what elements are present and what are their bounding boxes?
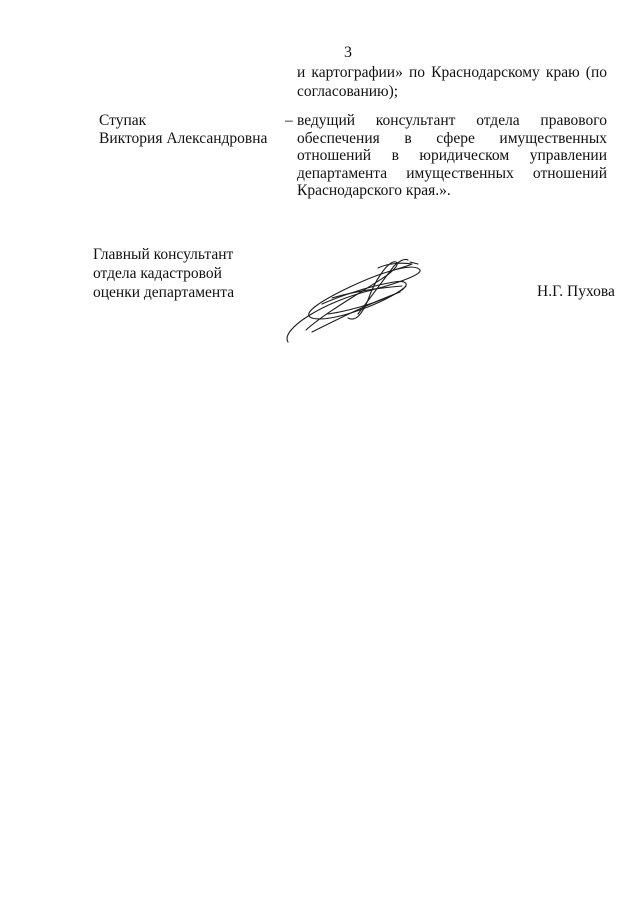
member-name bbox=[99, 112, 267, 147]
position-line: обеспечения в сфере имущественных bbox=[297, 129, 607, 147]
page-number: 3 bbox=[344, 44, 352, 61]
position-line: ведущий консультант отдела правового bbox=[297, 112, 607, 129]
member-position bbox=[297, 112, 607, 200]
continuation-text bbox=[297, 63, 607, 101]
signer-title-line: оценки департамента bbox=[93, 284, 235, 301]
continuation-line: и картографии» по Краснодарскому краю (по bbox=[297, 64, 607, 81]
signer-title bbox=[93, 245, 234, 302]
signer-title-line: Главный консультант bbox=[93, 246, 234, 263]
continuation-line: согласованию); bbox=[297, 83, 399, 100]
member-dash: – bbox=[285, 112, 293, 129]
handwritten-signature bbox=[282, 252, 432, 348]
signer-name: Н.Г. Пухова bbox=[537, 283, 615, 300]
position-line: Краснодарского края.». bbox=[297, 182, 451, 199]
member-given-names: Виктория Александровна bbox=[99, 129, 268, 147]
signer-title-line: отдела кадастровой bbox=[93, 265, 222, 282]
member-surname: Ступак bbox=[99, 112, 147, 129]
position-line: отношений в юридическом управлении bbox=[297, 147, 607, 164]
position-line: департамента имущественных отношений bbox=[297, 164, 607, 182]
